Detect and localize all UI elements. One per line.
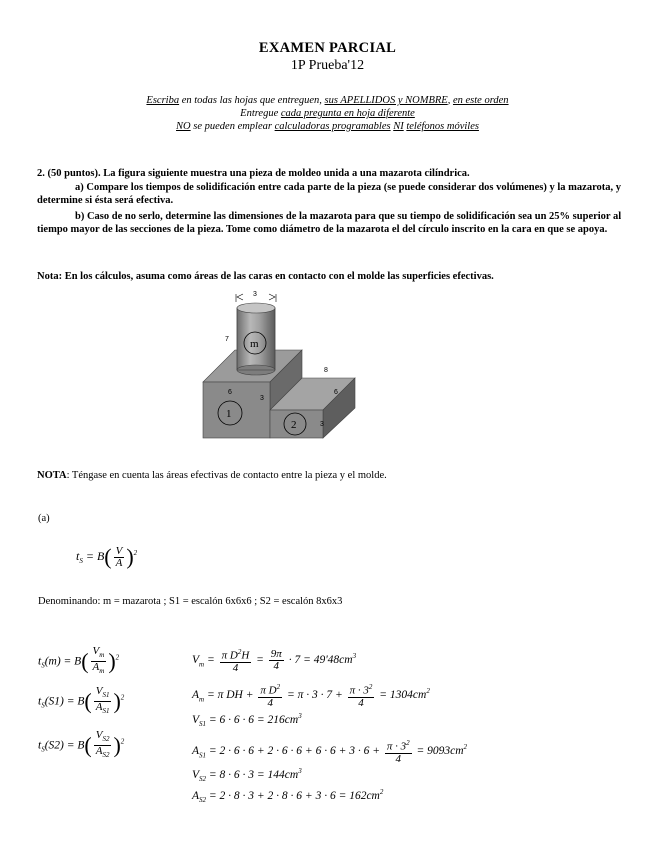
label-1: 1 <box>226 408 232 420</box>
instr-ni: NI <box>393 121 404 132</box>
as2-result: 2 · 8 · 3 + 2 · 8 · 6 + 3 · 6 = 162cm <box>219 789 380 802</box>
instr-no: NO <box>176 121 191 132</box>
as1-calc: $A_{S1} = 2 \cdot 6 \cdot 6 + 2 \cdot 6 \cdot 6 + 6 \cdot 6 + 3 \cdot 6$ + $\frac{\pi \cdot 3^2}{4}$ = $9093cm^2$ <box>192 739 468 765</box>
nota-effective-areas <box>37 470 387 481</box>
formula-ts: $t_S = B$( $\frac{V}{A}$ )$^2$ <box>76 544 138 569</box>
nota-label: NOTA <box>37 470 67 481</box>
as1-expr: 2 · 6 · 6 + 2 · 6 · 6 + 6 · 6 + 3 · 6 + <box>219 744 380 757</box>
label-2: 2 <box>291 419 297 431</box>
nota-text: : Téngase en cuenta las áreas efectivas de contacto entre la pieza y el molde. <box>66 470 387 481</box>
problem-part-b <box>37 211 622 236</box>
am-result: 1304cm <box>389 688 427 701</box>
riser-top <box>237 303 275 313</box>
ts-m: $t_S(m) = B$( $\frac{V_m}{A_m}$ )$^2$ <box>38 645 120 676</box>
instr-apellidos: sus APELLIDOS y NOMBRE <box>324 95 448 106</box>
instr-moviles: teléfonos móviles <box>406 121 479 132</box>
mold-figure <box>195 286 365 442</box>
instr-hoja: cada pregunta en hoja diferente <box>280 108 415 119</box>
vs1-result: 6 · 6 · 6 = 216cm <box>219 713 299 726</box>
vm-result: 49'48cm <box>313 653 353 666</box>
exam-subtitle: 1P Prueba'12 <box>290 58 365 73</box>
instr-text: Entregue <box>240 108 281 119</box>
problem-part-b-text: b) Caso de no serlo, determine las dimensiones de la mazarota para que su tiempo de solidificación sea un 25% superior al tiempo mayor de las secciones de la pieza. Tome como diámetro de la mazarota el del círculo inscrito en la cara en que se apoya. <box>37 211 622 235</box>
problem-part-a <box>37 182 622 207</box>
ts-s1: $t_S(S1) = B$( $\frac{V_{S1}}{A_{S1}}$ )$^2$ <box>38 685 125 716</box>
dim-6-a: 6 <box>228 389 232 396</box>
part-a-label: (a) <box>38 513 50 524</box>
exam-title: EXAMEN PARCIAL <box>258 40 397 56</box>
dim-8: 8 <box>324 367 328 374</box>
ts-s2: $t_S(S2) = B$( $\frac{V_{S2}}{A_{S2}}$ )$^2$ <box>38 729 125 760</box>
vs2-result: 8 · 6 · 3 = 144cm <box>219 768 299 781</box>
as1-result: 9093cm <box>427 744 464 757</box>
dim-3-b: 3 <box>320 421 324 428</box>
instruction-line-1 <box>0 94 655 107</box>
instr-calculadoras: calculadoras programables <box>274 121 391 132</box>
problem-note: Nota: En los cálculos, asuma como áreas de las caras en contacto con el molde las superficies efectivas. <box>37 271 494 282</box>
block1-front <box>203 382 270 438</box>
instr-text: , <box>447 95 453 106</box>
problem-part-a-text: a) Compare los tiempos de solidificación entre cada parte de la pieza (se puede considerar dos volúmenes) y la mazarota, y determine si ésta será efectiva. <box>37 182 622 206</box>
instr-text: en todas las hojas que entreguen, <box>179 95 325 106</box>
dim-top: 3 <box>253 291 257 298</box>
am-calc: $A_m = \pi$ DH + $\frac{\pi D^2}{4}$ = π · 3 · 7 + $\frac{\pi \cdot 3^2}{4}$ = $1304cm^2$ <box>192 683 430 709</box>
instruction-line-3 <box>0 120 655 133</box>
as2-calc: $A_{S2} = 2 \cdot 8 \cdot 3 + 2 \cdot 8 \cdot 6 + 3 \cdot 6 = 162cm^2$ <box>192 788 384 805</box>
instruction-line-2 <box>0 107 655 120</box>
vs2-calc: $V_{S2} = 8 \cdot 6 \cdot 3 = 144cm^3$ <box>192 767 302 784</box>
denominando: Denominando: m = mazarota ; S1 = escalón 6x6x6 ; S2 = escalón 8x6x3 <box>38 596 343 607</box>
instr-orden: en este orden <box>452 95 509 106</box>
vs1-calc: $V_{S1} = 6 \cdot 6 \cdot 6 = 216cm^3$ <box>192 712 302 729</box>
block2-front <box>270 410 323 438</box>
vm-calc: $V_m$ = $\frac{\pi D^2H}{4}$ = $\frac{9\pi}{4}$ · $7 = 49'48cm^3$ <box>192 647 357 674</box>
instr-escriba: Escriba <box>146 95 180 106</box>
label-m: m <box>250 338 259 350</box>
dim-3-a: 3 <box>260 395 264 402</box>
instr-text: se pueden emplear <box>190 121 275 132</box>
problem-intro: 2. (50 puntos). La figura siguiente muestra una pieza de moldeo unida a una mazarota cilíndrica. <box>37 168 470 179</box>
dim-cylinder-height: 7 <box>225 336 229 343</box>
dim-6-b: 6 <box>334 389 338 396</box>
